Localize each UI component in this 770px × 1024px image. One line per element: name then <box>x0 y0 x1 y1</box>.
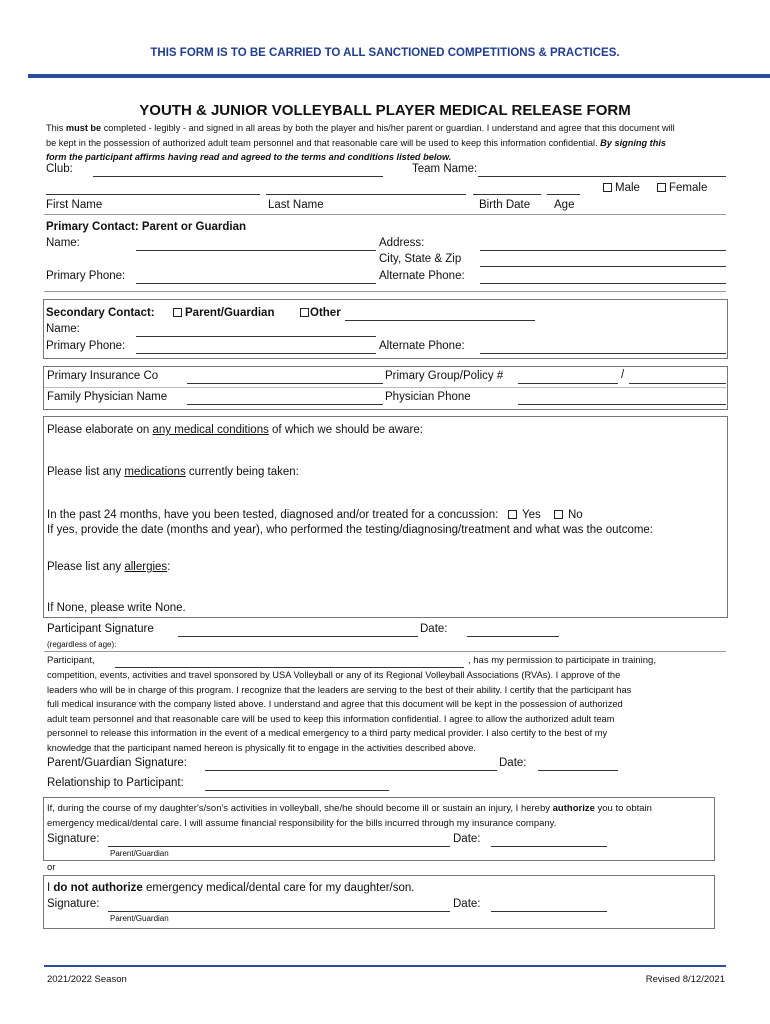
not-authorize-date-field[interactable] <box>491 911 607 912</box>
permission-text-start: , has my permission to participate in training, <box>468 655 656 666</box>
primary-address-field[interactable] <box>480 250 726 251</box>
team-name-label: Team Name: <box>412 163 478 175</box>
primary-city-field[interactable] <box>480 266 726 267</box>
authorize-date-field[interactable] <box>491 846 607 847</box>
birth-date-label: Birth Date <box>479 199 531 211</box>
relationship-label: Relationship to Participant: <box>47 777 184 789</box>
primary-phone-label: Primary Phone: <box>46 270 126 282</box>
authorize-signature-label: Signature: <box>47 833 100 845</box>
concussion-no-checkbox[interactable] <box>554 510 563 519</box>
relationship-field[interactable] <box>205 790 389 791</box>
footer-season: 2021/2022 Season <box>47 974 127 985</box>
first-name-field[interactable] <box>46 194 260 195</box>
medications-prompt: Please list any medications currently being taken: <box>47 466 299 478</box>
other-checkbox[interactable] <box>300 308 309 317</box>
primary-name-field[interactable] <box>136 250 376 251</box>
concussion-details-prompt: If yes, provide the date (months and year), who performed the testing/diagnosing/treatment and what was the outcome: <box>47 524 654 536</box>
authorize-date-label: Date: <box>453 833 481 845</box>
parent-guardian-checkbox[interactable] <box>173 308 182 317</box>
not-authorize-signature-sub: Parent/Guardian <box>110 914 169 923</box>
participant-signature-note: (regardless of age): <box>47 640 117 649</box>
guardian-date-label: Date: <box>499 757 527 769</box>
secondary-name-label: Name: <box>46 323 80 335</box>
insurance-company-label: Primary Insurance Co <box>47 370 159 382</box>
secondary-contact-heading: Secondary Contact: <box>46 307 155 319</box>
or-separator: or <box>47 862 56 873</box>
not-authorize-signature-field[interactable] <box>108 911 450 912</box>
secondary-alt-phone-label: Alternate Phone: <box>379 340 465 352</box>
permission-paragraph: competition, events, activities and travel sponsored by USA Volleyball or any of its Regional Volleyball Associations (RVAs). I approve of the leaders who will be in charge of this program. I recognize that the leaders are serving to the best of their ability. I certify that the participant has full medical insurance with the company listed above. I understand and agree that this document will be kept in the possession of authorized adult team personnel and that reasonable care will be used to keep this information confidential. I agree to allow the authorized adult team personnel to release this information in the event of a medical emergency to a third party medical provider. I also certify to the best of my knowledge that the participant named hereon is physically fit to engage in the activities described above. <box>47 670 632 753</box>
header-rule <box>28 74 770 78</box>
physician-phone-field[interactable] <box>518 404 726 405</box>
primary-phone-field[interactable] <box>136 283 376 284</box>
divider <box>44 214 726 215</box>
allergies-none-note: If None, please write None. <box>47 602 186 614</box>
primary-address-label: Address: <box>379 237 425 249</box>
authorize-text-line2: emergency medical/dental care. I will assume financial responsibility for the bills incurred through my insurance company. <box>47 818 557 829</box>
participant-signature-field[interactable] <box>178 636 418 637</box>
male-option[interactable]: Male <box>603 182 640 194</box>
physician-name-field[interactable] <box>187 404 383 405</box>
concussion-question: In the past 24 months, have you been tested, diagnosed and/or treated for a concussion: <box>47 509 499 521</box>
secondary-other-field[interactable] <box>345 320 535 321</box>
secondary-name-field[interactable] <box>136 336 376 337</box>
medical-conditions-prompt: Please elaborate on any medical conditions of which we should be aware: <box>47 424 423 436</box>
participant-signature-label: Participant Signature <box>47 623 154 635</box>
divider <box>44 387 726 388</box>
participant-date-label: Date: <box>420 623 448 635</box>
physician-phone-label: Physician Phone <box>385 391 471 403</box>
female-checkbox[interactable] <box>657 183 666 192</box>
primary-name-label: Name: <box>46 237 80 249</box>
authorize-text: If, during the course of my daughter's/son's activities in volleyball, she/he should become ill or sustain an injury, I hereby authorize you to obtain <box>47 803 652 814</box>
guardian-signature-label: Parent/Guardian Signature: <box>47 757 188 769</box>
age-label: Age <box>554 199 575 211</box>
guardian-date-field[interactable] <box>538 770 618 771</box>
concussion-yes-option[interactable]: Yes <box>508 509 541 521</box>
primary-contact-heading: Primary Contact: Parent or Guardian <box>46 221 247 233</box>
guardian-signature-field[interactable] <box>205 770 497 771</box>
footer-rule <box>44 965 726 967</box>
primary-city-label: City, State & Zip <box>379 253 462 265</box>
insurance-company-field[interactable] <box>187 383 383 384</box>
first-name-label: First Name <box>46 199 103 211</box>
insurance-policy-field[interactable] <box>629 383 726 384</box>
secondary-alt-phone-field[interactable] <box>480 353 726 354</box>
female-option[interactable]: Female <box>657 182 707 194</box>
insurance-slash: / <box>621 369 625 381</box>
divider <box>44 651 726 652</box>
authorize-signature-field[interactable] <box>108 846 450 847</box>
form-title: YOUTH & JUNIOR VOLLEYBALL PLAYER MEDICAL RELEASE FORM <box>139 102 631 119</box>
male-checkbox[interactable] <box>603 183 612 192</box>
secondary-phone-label: Primary Phone: <box>46 340 126 352</box>
club-field[interactable] <box>93 176 383 177</box>
header-notice: THIS FORM IS TO BE CARRIED TO ALL SANCTIONED COMPETITIONS & PRACTICES. <box>150 47 620 59</box>
secondary-phone-field[interactable] <box>136 353 376 354</box>
allergies-prompt: Please list any allergies: <box>47 561 171 573</box>
not-authorize-date-label: Date: <box>453 898 481 910</box>
age-field[interactable] <box>547 194 580 195</box>
last-name-field[interactable] <box>266 194 466 195</box>
secondary-other-option[interactable]: Other <box>300 307 341 319</box>
club-label: Club: <box>46 163 73 175</box>
insurance-group-field[interactable] <box>518 383 618 384</box>
concussion-yes-checkbox[interactable] <box>508 510 517 519</box>
last-name-label: Last Name <box>268 199 324 211</box>
not-authorize-text: I do not authorize emergency medical/dental care for my daughter/son. <box>47 882 415 894</box>
primary-alt-phone-label: Alternate Phone: <box>379 270 465 282</box>
insurance-group-label: Primary Group/Policy # <box>385 370 504 382</box>
permission-participant-label: Participant, <box>47 655 95 666</box>
divider <box>44 291 726 292</box>
authorize-signature-sub: Parent/Guardian <box>110 849 169 858</box>
team-name-field[interactable] <box>478 176 726 177</box>
footer-revised: Revised 8/12/2021 <box>645 974 725 985</box>
secondary-parent-option[interactable]: Parent/Guardian <box>173 307 274 319</box>
physician-name-label: Family Physician Name <box>47 391 168 403</box>
participant-date-field[interactable] <box>467 636 559 637</box>
not-authorize-signature-label: Signature: <box>47 898 100 910</box>
primary-alt-phone-field[interactable] <box>480 283 726 284</box>
intro-paragraph: This must be completed - legibly - and signed in all areas by both the player and his/her parent or guardian. I understand and agree that this document will be kept in the possession of authorized adult team personnel and that reasonable care will be used to keep this information confidential. By signing this form the participant affirms having read and agreed to the terms and conditions listed below. <box>46 123 675 162</box>
concussion-no-option[interactable]: No <box>554 509 583 521</box>
birth-date-field[interactable] <box>473 194 541 195</box>
